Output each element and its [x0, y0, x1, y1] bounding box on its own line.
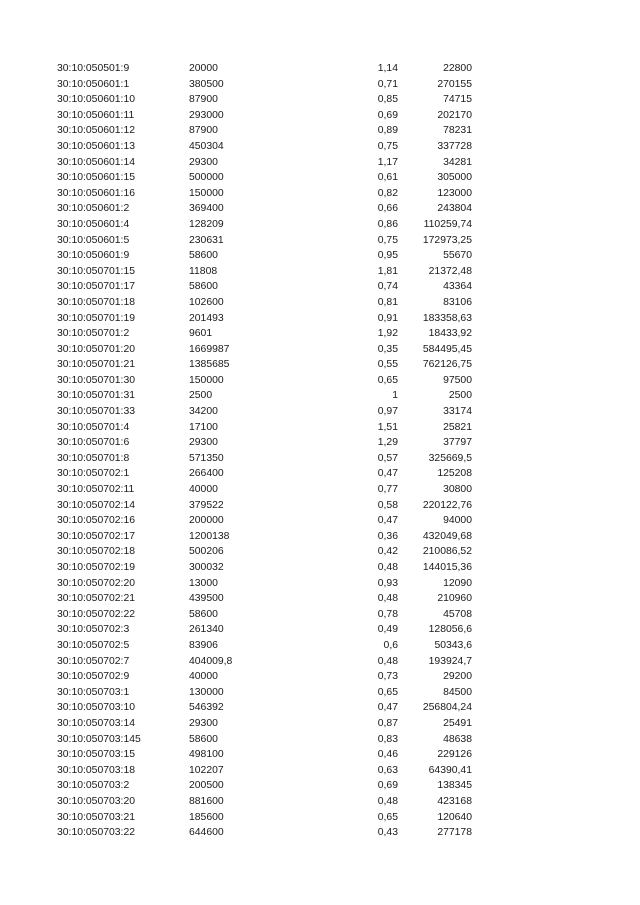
rate-cell: 0,71	[377, 78, 398, 90]
table-row	[0, 264, 640, 280]
rate-cell: 0,58	[377, 499, 398, 511]
table-row	[0, 810, 640, 826]
rate-cell: 0,87	[377, 717, 398, 729]
value-cell: 78231	[443, 125, 472, 137]
table-row	[0, 482, 640, 498]
rate-cell: 0,36	[377, 530, 398, 542]
cadastral-number-cell: 30:10:050702:22	[57, 608, 136, 620]
area-cell: 20000	[189, 63, 218, 74]
value-cell: 183358,63	[422, 312, 472, 324]
rate-cell: 0,47	[377, 468, 398, 480]
cadastral-number-cell: 30:10:050703:18	[57, 764, 136, 776]
table-row	[0, 92, 640, 108]
cadastral-number-cell: 30:10:050601:14	[57, 156, 136, 168]
cadastral-number-cell: 30:10:050601:2	[57, 203, 130, 215]
rate-cell: 0,57	[377, 452, 398, 464]
area-cell: 150000	[189, 187, 224, 199]
value-cell: 125208	[437, 468, 472, 480]
cadastral-number-cell: 30:10:050601:13	[57, 140, 136, 152]
cadastral-number-cell: 30:10:050701:33	[57, 406, 136, 418]
area-cell: 130000	[189, 686, 224, 698]
table-row	[0, 451, 640, 467]
table-row	[0, 373, 640, 389]
cadastral-number-cell: 30:10:050601:9	[57, 250, 130, 262]
area-cell: 1385685	[189, 359, 230, 371]
rate-cell: 0,46	[377, 749, 398, 761]
rate-cell: 0,91	[377, 312, 398, 324]
area-cell: 58600	[189, 281, 218, 293]
cadastral-number-cell: 30:10:050601:5	[57, 234, 130, 246]
area-cell: 379522	[189, 499, 224, 511]
value-cell: 128056,6	[428, 624, 472, 636]
value-cell: 55670	[443, 250, 472, 262]
rate-cell: 0,73	[377, 671, 398, 683]
rate-cell: 0,48	[377, 562, 398, 573]
table-row	[0, 732, 640, 748]
rate-cell: 0,95	[377, 250, 398, 262]
value-cell: 210086,52	[422, 546, 472, 558]
table-row	[0, 279, 640, 295]
rate-cell: 0,77	[377, 484, 398, 496]
cadastral-number-cell: 30:10:050701:8	[57, 452, 130, 464]
table-row	[0, 404, 640, 420]
table-row	[0, 435, 640, 451]
cadastral-number-cell: 30:10:050601:1	[57, 78, 130, 90]
area-cell: 58600	[189, 733, 218, 745]
area-cell: 29300	[189, 156, 218, 168]
cadastral-number-cell: 30:10:050601:16	[57, 187, 136, 199]
value-cell: 243804	[437, 203, 472, 215]
area-cell: 200500	[189, 780, 224, 792]
cadastral-number-cell: 30:10:050701:17	[57, 281, 136, 293]
area-cell: 58600	[189, 608, 218, 620]
value-cell: 277178	[437, 827, 472, 839]
cadastral-number-cell: 30:10:050701:21	[57, 359, 136, 371]
value-cell: 12090	[443, 577, 472, 589]
cadastral-number-cell: 30:10:050701:31	[57, 390, 136, 402]
area-cell: 500206	[189, 546, 224, 558]
area-cell: 13000	[189, 577, 218, 589]
table-row	[0, 825, 640, 841]
value-cell: 202170	[437, 109, 472, 121]
area-cell: 1200138	[189, 530, 230, 542]
area-cell: 546392	[189, 702, 224, 714]
table-row	[0, 139, 640, 155]
rate-cell: 0,74	[377, 281, 398, 293]
value-cell: 34281	[443, 156, 472, 168]
table-row	[0, 544, 640, 560]
area-cell: 40000	[189, 484, 218, 496]
area-cell: 185600	[189, 811, 224, 823]
area-cell: 200000	[189, 515, 224, 527]
table-row	[0, 638, 640, 654]
value-cell: 229126	[437, 749, 472, 761]
cadastral-number-cell: 30:10:050702:1	[57, 468, 130, 480]
area-cell: 498100	[189, 749, 224, 761]
rate-cell: 0,55	[377, 359, 398, 371]
value-cell: 25491	[443, 717, 472, 729]
rate-cell: 0,65	[377, 374, 398, 386]
area-cell: 1669987	[189, 343, 230, 355]
cadastral-number-cell: 30:10:050701:15	[57, 265, 136, 277]
value-cell: 123000	[437, 187, 472, 199]
area-cell: 29300	[189, 717, 218, 729]
cadastral-number-cell: 30:10:050702:21	[57, 593, 136, 605]
area-cell: 293000	[189, 109, 224, 121]
rate-cell: 0,86	[377, 218, 398, 230]
cadastral-number-cell: 30:10:050703:145	[57, 733, 141, 745]
cadastral-number-cell: 30:10:050703:1	[57, 686, 130, 698]
value-cell: 30800	[443, 484, 472, 496]
area-cell: 128209	[189, 218, 224, 230]
table-row	[0, 61, 640, 77]
cadastral-number-cell: 30:10:050703:15	[57, 749, 136, 761]
cadastral-number-cell: 30:10:050703:14	[57, 717, 136, 729]
area-cell: 40000	[189, 671, 218, 683]
value-cell: 172973,25	[422, 234, 472, 246]
table-row	[0, 560, 640, 576]
rate-cell: 0,42	[377, 546, 398, 558]
table-row	[0, 700, 640, 716]
area-cell: 2500	[189, 390, 213, 402]
value-cell: 432049,68	[422, 530, 472, 542]
table-row	[0, 108, 640, 124]
cadastral-number-cell: 30:10:050703:20	[57, 795, 136, 807]
value-cell: 220122,76	[422, 499, 472, 511]
rate-cell: 1,14	[377, 63, 398, 74]
table-row	[0, 716, 640, 732]
rate-cell: 0,81	[377, 296, 398, 308]
value-cell: 193924,7	[428, 655, 472, 667]
value-cell: 43364	[443, 281, 472, 293]
table-row	[0, 747, 640, 763]
value-cell: 50343,6	[434, 639, 472, 651]
area-cell: 439500	[189, 593, 224, 605]
area-cell: 34200	[189, 406, 218, 418]
table-row	[0, 233, 640, 249]
area-cell: 201493	[189, 312, 224, 324]
rate-cell: 0,69	[377, 780, 398, 792]
table-row	[0, 794, 640, 810]
area-cell: 29300	[189, 437, 218, 449]
value-cell: 325669,5	[428, 452, 472, 464]
rate-cell: 1,81	[377, 265, 398, 277]
value-cell: 120640	[437, 811, 472, 823]
rate-cell: 0,66	[377, 203, 398, 215]
table-row	[0, 591, 640, 607]
area-cell: 230631	[189, 234, 224, 246]
cadastral-number-cell: 30:10:050601:15	[57, 172, 136, 184]
rate-cell: 0,89	[377, 125, 398, 137]
table-row	[0, 342, 640, 358]
table-row	[0, 326, 640, 342]
cadastral-number-cell: 30:10:050702:14	[57, 499, 136, 511]
area-cell: 150000	[189, 374, 224, 386]
value-cell: 25821	[443, 421, 472, 433]
cadastral-number-cell: 30:10:050703:22	[57, 827, 136, 839]
rate-cell: 1,17	[377, 156, 398, 168]
value-cell: 29200	[443, 671, 472, 683]
table-row	[0, 763, 640, 779]
cadastral-number-cell: 30:10:050702:9	[57, 671, 130, 683]
rate-cell: 0,63	[377, 764, 398, 776]
table-row	[0, 186, 640, 202]
data-table	[0, 61, 640, 841]
value-cell: 83106	[443, 296, 472, 308]
value-cell: 33174	[443, 406, 472, 418]
table-row	[0, 77, 640, 93]
rate-cell: 0,48	[377, 655, 398, 667]
table-row	[0, 201, 640, 217]
area-cell: 266400	[189, 468, 224, 480]
rate-cell: 0,35	[377, 343, 398, 355]
table-row	[0, 311, 640, 327]
area-cell: 102600	[189, 296, 224, 308]
value-cell: 94000	[443, 515, 472, 527]
cadastral-number-cell: 30:10:050701:4	[57, 421, 130, 433]
rate-cell: 0,6	[383, 639, 398, 651]
area-cell: 261340	[189, 624, 224, 636]
table-row	[0, 295, 640, 311]
cadastral-number-cell: 30:10:050703:21	[57, 811, 136, 823]
area-cell: 571350	[189, 452, 224, 464]
rate-cell: 0,75	[377, 140, 398, 152]
table-row	[0, 622, 640, 638]
table-row	[0, 654, 640, 670]
value-cell: 270155	[437, 78, 472, 90]
table-row	[0, 778, 640, 794]
cadastral-number-cell: 30:10:050701:30	[57, 374, 136, 386]
cadastral-number-cell: 30:10:050703:2	[57, 780, 130, 792]
cadastral-number-cell: 30:10:050501:9	[57, 63, 130, 74]
rate-cell: 1	[392, 390, 398, 402]
cadastral-number-cell: 30:10:050702:16	[57, 515, 136, 527]
table-row	[0, 155, 640, 171]
value-cell: 22800	[443, 63, 472, 74]
cadastral-number-cell: 30:10:050702:5	[57, 639, 130, 651]
rate-cell: 0,47	[377, 702, 398, 714]
cadastral-number-cell: 30:10:050701:20	[57, 343, 136, 355]
value-cell: 256804,24	[422, 702, 472, 714]
value-cell: 48638	[443, 733, 472, 745]
table-row	[0, 248, 640, 264]
rate-cell: 0,43	[377, 827, 398, 839]
area-cell: 9601	[189, 328, 213, 340]
rate-cell: 0,49	[377, 624, 398, 636]
table-row	[0, 669, 640, 685]
cadastral-number-cell: 30:10:050702:11	[57, 484, 135, 496]
rate-cell: 0,48	[377, 593, 398, 605]
area-cell: 58600	[189, 250, 218, 262]
value-cell: 210960	[437, 593, 472, 605]
area-cell: 380500	[189, 78, 224, 90]
cadastral-number-cell: 30:10:050702:7	[57, 655, 130, 667]
value-cell: 2500	[448, 390, 472, 402]
area-cell: 87900	[189, 94, 218, 106]
rate-cell: 1,51	[377, 421, 398, 433]
value-cell: 337728	[437, 140, 472, 152]
cadastral-number-cell: 30:10:050703:10	[57, 702, 136, 714]
rate-cell: 0,65	[377, 686, 398, 698]
rate-cell: 0,75	[377, 234, 398, 246]
value-cell: 144015,36	[422, 562, 472, 573]
table-row	[0, 357, 640, 373]
rate-cell: 1,29	[377, 437, 398, 449]
table-row	[0, 607, 640, 623]
rate-cell: 0,69	[377, 109, 398, 121]
rate-cell: 0,48	[377, 795, 398, 807]
cadastral-number-cell: 30:10:050601:10	[57, 94, 136, 106]
value-cell: 138345	[437, 780, 472, 792]
area-cell: 83906	[189, 639, 218, 651]
table-row	[0, 498, 640, 514]
cadastral-number-cell: 30:10:050701:2	[57, 328, 130, 340]
cadastral-number-cell: 30:10:050702:18	[57, 546, 136, 558]
rate-cell: 0,47	[377, 515, 398, 527]
rate-cell: 0,93	[377, 577, 398, 589]
rate-cell: 0,85	[377, 94, 398, 106]
value-cell: 37797	[443, 437, 472, 449]
rate-cell: 0,65	[377, 811, 398, 823]
value-cell: 762126,75	[422, 359, 472, 371]
value-cell: 18433,92	[428, 328, 472, 340]
cadastral-number-cell: 30:10:050702:3	[57, 624, 130, 636]
value-cell: 84500	[443, 686, 472, 698]
table-row	[0, 529, 640, 545]
value-cell: 45708	[443, 608, 472, 620]
cadastral-number-cell: 30:10:050702:19	[57, 562, 136, 573]
area-cell: 404009,8	[189, 655, 233, 667]
area-cell: 450304	[189, 140, 224, 152]
cadastral-number-cell: 30:10:050702:20	[57, 577, 136, 589]
table-row	[0, 513, 640, 529]
area-cell: 87900	[189, 125, 218, 137]
table-row	[0, 123, 640, 139]
area-cell: 300032	[189, 562, 224, 573]
area-cell: 644600	[189, 827, 224, 839]
table-row	[0, 576, 640, 592]
table-row	[0, 466, 640, 482]
value-cell: 21372,48	[428, 265, 472, 277]
value-cell: 74715	[443, 94, 472, 106]
value-cell: 64390,41	[428, 764, 472, 776]
rate-cell: 0,83	[377, 733, 398, 745]
cadastral-number-cell: 30:10:050701:19	[57, 312, 136, 324]
rate-cell: 0,82	[377, 187, 398, 199]
table-row	[0, 420, 640, 436]
cadastral-number-cell: 30:10:050701:6	[57, 437, 130, 449]
area-cell: 102207	[189, 764, 224, 776]
value-cell: 584495,45	[422, 343, 472, 355]
cadastral-number-cell: 30:10:050601:11	[57, 109, 135, 121]
rate-cell: 0,61	[377, 172, 398, 184]
cadastral-number-cell: 30:10:050601:4	[57, 218, 130, 230]
area-cell: 500000	[189, 172, 224, 184]
table-row	[0, 170, 640, 186]
value-cell: 423168	[437, 795, 472, 807]
value-cell: 305000	[437, 172, 472, 184]
rate-cell: 0,97	[377, 406, 398, 418]
cadastral-number-cell: 30:10:050702:17	[57, 530, 136, 542]
area-cell: 17100	[189, 421, 218, 433]
table-row	[0, 217, 640, 233]
rate-cell: 0,78	[377, 608, 398, 620]
cadastral-number-cell: 30:10:050601:12	[57, 125, 136, 137]
cadastral-number-cell: 30:10:050701:18	[57, 296, 136, 308]
rate-cell: 1,92	[377, 328, 398, 340]
value-cell: 110259,74	[423, 218, 472, 230]
area-cell: 881600	[189, 795, 224, 807]
area-cell: 11808	[189, 265, 218, 277]
area-cell: 369400	[189, 203, 224, 215]
value-cell: 97500	[443, 374, 472, 386]
table-row	[0, 685, 640, 701]
table-row	[0, 388, 640, 404]
